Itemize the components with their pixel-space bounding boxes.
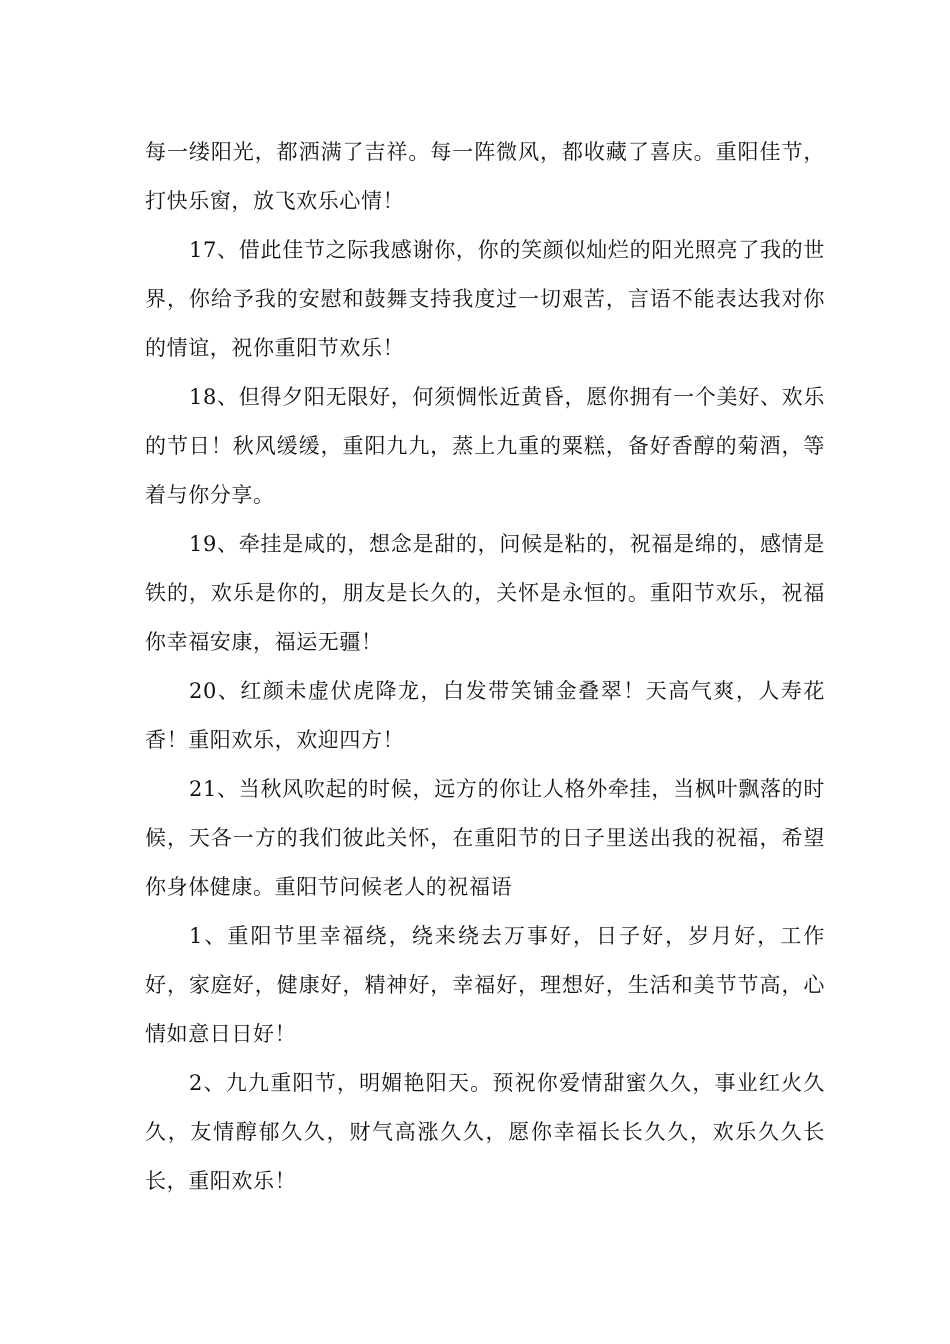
document-body [145, 128, 825, 1206]
paragraph-19: 19、牵挂是咸的，想念是甜的，问候是粘的，祝福是绵的，感情是铁的，欢乐是你的，朋友是长久的，关怀是永恒的。重阳节欢乐，祝福你幸福安康，福运无疆！ [145, 532, 825, 654]
paragraph-elder-1: 1、重阳节里幸福绕，绕来绕去万事好，日子好，岁月好，工作好，家庭好，健康好，精神好，幸福好，理想好，生活和美节节高，心情如意日日好！ [145, 924, 825, 1046]
paragraph-continuation: 每一缕阳光，都洒满了吉祥。每一阵微风，都收藏了喜庆。重阳佳节，打快乐窗，放飞欢乐心情！ [145, 140, 825, 213]
paragraph-18: 18、但得夕阳无限好，何须惆怅近黄昏，愿你拥有一个美好、欢乐的节日！秋风缓缓，重阳九九，蒸上九重的粟糕，备好香醇的菊酒，等着与你分享。 [145, 385, 825, 507]
paragraph-20: 20、红颜未虚伏虎降龙，白发带笑铺金叠翠！天高气爽，人寿花香！重阳欢乐，欢迎四方！ [145, 679, 825, 752]
paragraph-21: 21、当秋风吹起的时候，远方的你让人格外牵挂，当枫叶飘落的时候，天各一方的我们彼此关怀，在重阳节的日子里送出我的祝福，希望你身体健康。重阳节问候老人的祝福语 [145, 777, 825, 899]
paragraph-elder-2: 2、九九重阳节，明媚艳阳天。预祝你爱情甜蜜久久，事业红火久久，友情醇郁久久，财气高涨久久，愿你幸福长长久久，欢乐久久长长，重阳欢乐！ [145, 1071, 825, 1193]
paragraph-17: 17、借此佳节之际我感谢你，你的笑颜似灿烂的阳光照亮了我的世界，你给予我的安慰和鼓舞支持我度过一切艰苦，言语不能表达我对你的情谊，祝你重阳节欢乐！ [145, 238, 825, 360]
